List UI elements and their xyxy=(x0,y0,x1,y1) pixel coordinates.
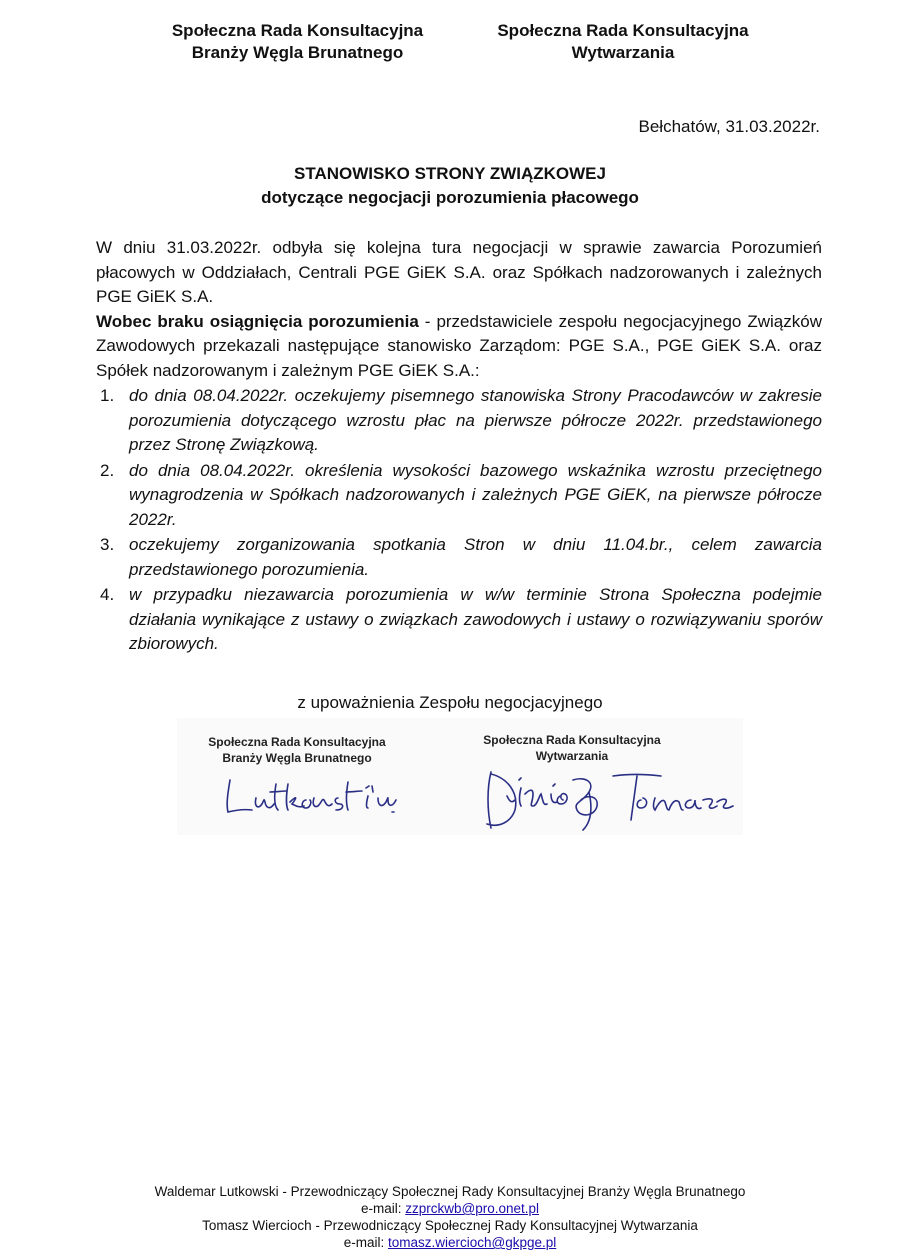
lead-paragraph xyxy=(96,310,822,384)
list-item-text: do dnia 08.04.2022r. oczekujemy pisemnego stanowiska Strony Pracodawców w zakresie porozumienia dotyczącego wzrostu płac na pierwsze półrocze 2022r. przedstawionego przez Stronę Związkową. xyxy=(129,386,822,454)
lead-bold-text: Wobec braku osiągnięcia porozumienia xyxy=(96,311,419,331)
intro-paragraph: W dniu 31.03.2022r. odbyła się kolejna tura negocjacji w sprawie zawarcia Porozumień płacowych w Oddziałach, Centrali PGE GiEK S.A. oraz Spółkach nadzorowanych i zależnych PGE GiEK S.A. xyxy=(96,238,822,306)
list-item-number: 4. xyxy=(100,585,115,604)
list-item xyxy=(96,459,822,533)
footer-line2: Tomasz Wiercioch - Przewodniczący Społecznej Rady Konsultacyjnej Wytwarzania xyxy=(202,1218,698,1233)
authorization-line: z upoważnienia Zespołu negocjacyjnego xyxy=(297,693,603,712)
stamp-left-line2: Branży Węgla Brunatnego xyxy=(222,751,372,765)
footer-line1: Waldemar Lutkowski - Przewodniczący Społecznej Rady Konsultacyjnej Branży Węgla Brunatnego xyxy=(154,1184,746,1199)
header-left-org-line1: Społeczna Rada Konsultacyjna xyxy=(171,21,424,40)
header-left-org-line2: Branży Węgla Brunatnego xyxy=(191,43,404,62)
lead-rest-text: - przedstawiciele zespołu negocjacyjnego Związków Zawodowych przekazali następujące stanowisko Zarządom: PGE S.A., PGE GiEK S.A. oraz Spółek nadzorowanym i zależnym PGE GiEK S.A.: xyxy=(96,311,822,380)
stamp-right-line2: Wytwarzania xyxy=(535,749,609,763)
list-item-number: 3. xyxy=(100,535,115,554)
list-item xyxy=(96,384,822,458)
list-item-number: 1. xyxy=(100,386,115,405)
stamp-left xyxy=(187,734,407,766)
stamp-right-line1: Społeczna Rada Konsultacyjna xyxy=(483,733,661,747)
title-line2: dotyczące negocjacji porozumienia płacowego xyxy=(261,188,639,207)
list-item xyxy=(96,583,822,657)
footer-email2-link[interactable]: tomasz.wiercioch@gkpge.pl xyxy=(387,1235,557,1250)
signature-wiercioch xyxy=(477,766,737,834)
list-item-text: oczekujemy zorganizowania spotkania Stron w dniu 11.04.br., celem zawarcia przedstawionego porozumienia. xyxy=(129,535,822,579)
footer-email2-label: e-mail: xyxy=(343,1235,388,1250)
footer-email1-label: e-mail: xyxy=(360,1201,406,1216)
list-item-text: w przypadku niezawarcia porozumienia w w/w terminie Strona Społeczna podejmie działania wynikające z ustawy o związkach zawodowych i ustawy o rozwiązywaniu sporów zbiorowych. xyxy=(129,585,822,653)
header-right-org-line1: Społeczna Rada Konsultacyjna xyxy=(497,21,749,40)
footer-email1-link[interactable]: zzprckwb@pro.onet.pl xyxy=(405,1201,540,1216)
stamp-right xyxy=(457,732,687,764)
signature-stamp-area xyxy=(177,718,743,835)
signature-lutkowski xyxy=(222,774,397,822)
document-date: Bełchatów, 31.03.2022r. xyxy=(638,117,820,136)
document-body xyxy=(96,236,822,657)
list-item-text: do dnia 08.04.2022r. określenia wysokości bazowego wskaźnika wzrostu przeciętnego wynagrodzenia w Spółkach nadzorowanych i zależnych PGE GiEK, na pierwsze półrocze 2022r. xyxy=(129,460,822,529)
document-footer xyxy=(0,1183,900,1251)
demands-list xyxy=(96,384,822,657)
header-right-org-line2: Wytwarzania xyxy=(571,43,675,62)
header-left-organization xyxy=(110,20,485,64)
document-title xyxy=(0,162,900,210)
footer-email1-row xyxy=(0,1200,900,1217)
header-right-organization xyxy=(458,20,788,64)
list-item xyxy=(96,533,822,582)
title-line1: STANOWISKO STRONY ZWIĄZKOWEJ xyxy=(294,164,606,183)
list-item-number: 2. xyxy=(100,460,115,480)
footer-email2-row xyxy=(0,1234,900,1251)
stamp-left-line1: Społeczna Rada Konsultacyjna xyxy=(208,735,386,749)
